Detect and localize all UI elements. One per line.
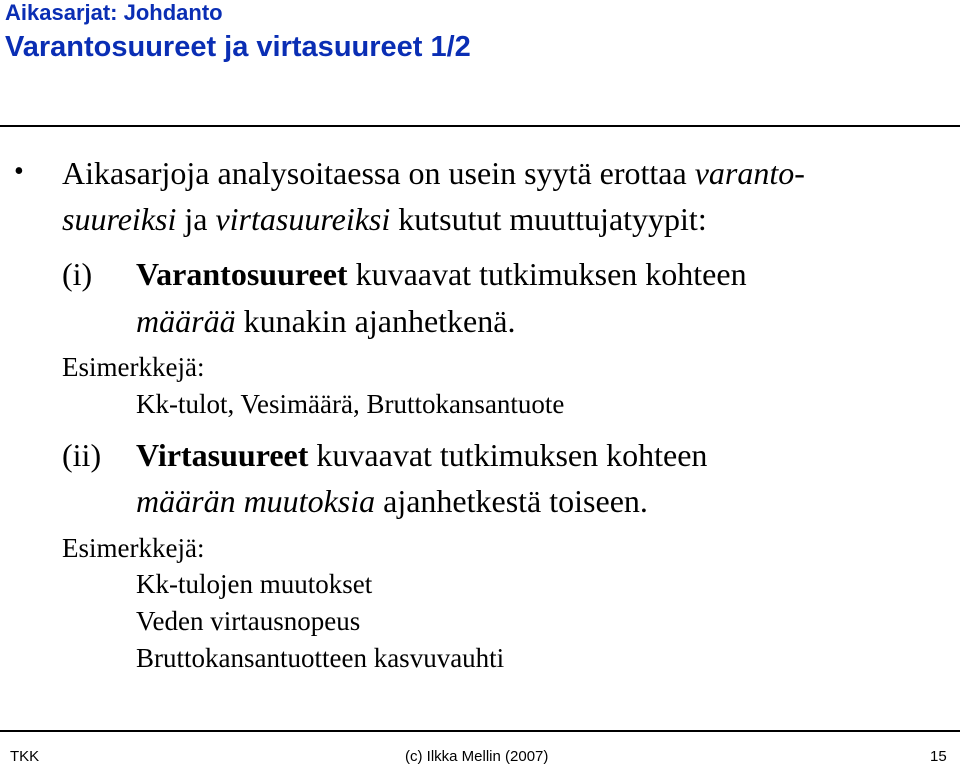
item-ii-number: (ii)	[62, 437, 102, 473]
item-i-line-2	[136, 303, 515, 340]
item-i-text: kunakin ajanhetkenä.	[235, 303, 516, 339]
item-i-line-1	[136, 256, 747, 293]
item-ii-text: kuvaavat tutkimuksen kohteen	[308, 437, 708, 473]
item-i-text: kuvaavat tutkimuksen kohteen	[347, 256, 747, 292]
intro-term-stock: varanto-	[694, 155, 805, 191]
bullet-marker: •	[14, 156, 24, 187]
example-item: Bruttokansantuotteen kasvuvauhti	[136, 643, 505, 673]
item-ii-line-1	[136, 437, 707, 474]
item-ii-emph: määrän muutoksia	[136, 483, 376, 519]
intro-text: ja	[176, 201, 216, 237]
examples-1-items: Kk-tulot, Vesimäärä, Bruttokansantuote	[136, 389, 565, 419]
slide-subtitle: Aikasarjat: Johdanto	[5, 0, 223, 25]
intro-term-flow: virtasuureiksi	[215, 201, 391, 237]
item-i-term: Varantosuureet	[136, 256, 348, 292]
item-ii-text: ajanhetkestä toiseen.	[375, 483, 648, 519]
example-item: Kk-tulojen muutokset	[136, 569, 373, 599]
item-i-number: (i)	[62, 256, 93, 292]
intro-text: Aikasarjoja analysoitaessa on usein syytä erottaa	[62, 155, 695, 191]
examples-2-label: Esimerkkejä:	[62, 533, 205, 563]
item-i-emph: määrää	[136, 303, 236, 339]
bottom-divider	[0, 730, 960, 732]
intro-term-stock-end: suureiksi	[62, 201, 177, 237]
footer-copyright: (c) Ilkka Mellin (2007)	[405, 748, 549, 765]
top-divider	[0, 125, 960, 127]
footer-institution: TKK	[10, 748, 40, 765]
slide-title: Varantosuureet ja virtasuureet 1/2	[5, 31, 471, 63]
intro-line-2	[62, 201, 707, 238]
example-item: Veden virtausnopeus	[136, 606, 361, 636]
item-ii-term: Virtasuureet	[136, 437, 309, 473]
examples-1-label: Esimerkkejä:	[62, 352, 205, 382]
intro-line-1	[62, 155, 805, 192]
item-ii-line-2	[136, 483, 648, 520]
footer-page-number: 15	[930, 748, 947, 765]
intro-text: kutsutut muuttujatyypit:	[390, 201, 707, 237]
